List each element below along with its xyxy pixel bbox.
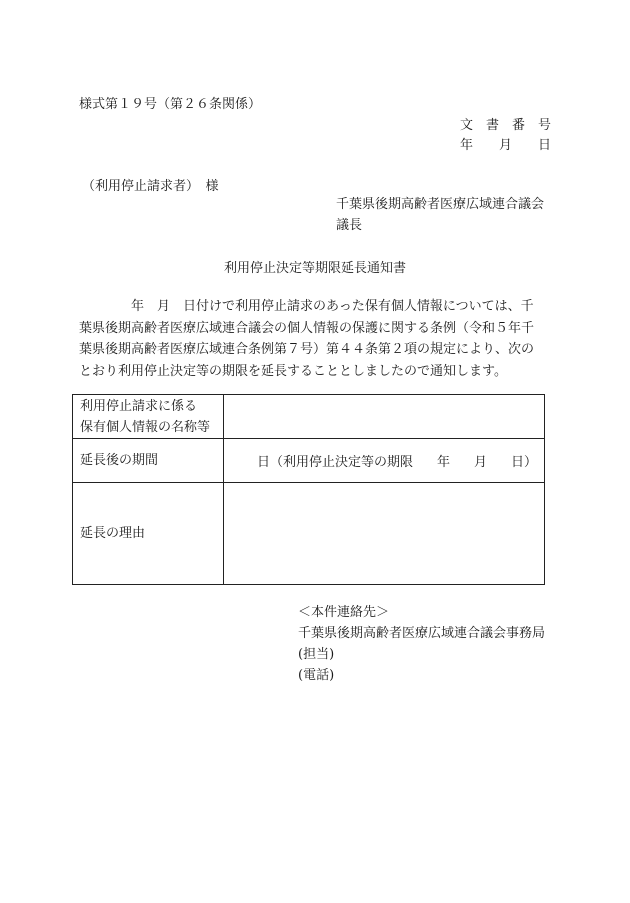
period-month-text: 月 [473, 455, 487, 470]
table-row [73, 395, 545, 439]
period-year-text: 年 [436, 455, 450, 470]
body-line-1: 年 月 日付けで利用停止請求のあった保有個人情報については、千 [131, 299, 534, 314]
document-date: 年 月 日 [459, 138, 551, 153]
body-line-4: とおり利用停止決定等の期限を延長することとしましたので通知します。 [79, 363, 507, 379]
table-row [73, 483, 545, 585]
recipient-line: （利用停止請求者） 様 [82, 179, 219, 194]
extended-period-label: 延長後の期間 [73, 439, 224, 483]
info-name-value[interactable] [224, 395, 545, 439]
contact-person: (担当) [298, 647, 335, 662]
contact-office: 千葉県後期高齢者医療広域連合議会事務局 [298, 626, 546, 641]
contact-phone: (電話) [298, 668, 335, 683]
form-number: 様式第１９号（第２６条関係） [79, 97, 262, 112]
extension-reason-value[interactable] [224, 483, 545, 585]
body-line-3: 葉県後期高齢者医療広域連合条例第７号）第４４条第２項の規定により、次の [79, 342, 535, 357]
period-day-text: 日（利用停止決定等の期限 [257, 455, 414, 470]
sender-title: 議長 [336, 218, 363, 233]
info-name-label-line1: 利用停止請求に係る [80, 398, 198, 414]
info-name-label-line2: 保有個人情報の名称等 [80, 419, 211, 435]
body-line-2: 葉県後期高齢者医療広域連合議会の個人情報の保護に関する条例（令和５年千 [79, 320, 535, 336]
period-end-text: 日） [510, 455, 537, 470]
extension-reason-label: 延長の理由 [73, 483, 224, 585]
extended-period-value[interactable] [224, 439, 545, 483]
document-title: 利用停止決定等期限延長通知書 [223, 261, 406, 276]
contact-heading: ＜本件連絡先＞ [298, 605, 390, 620]
notice-table [72, 394, 545, 585]
table-row [73, 439, 545, 483]
document-number: 文 書 番 号 [459, 118, 551, 133]
sender-organization: 千葉県後期高齢者医療広域連合議会 [336, 197, 545, 212]
body-paragraph [79, 296, 551, 382]
info-name-label [73, 395, 224, 439]
